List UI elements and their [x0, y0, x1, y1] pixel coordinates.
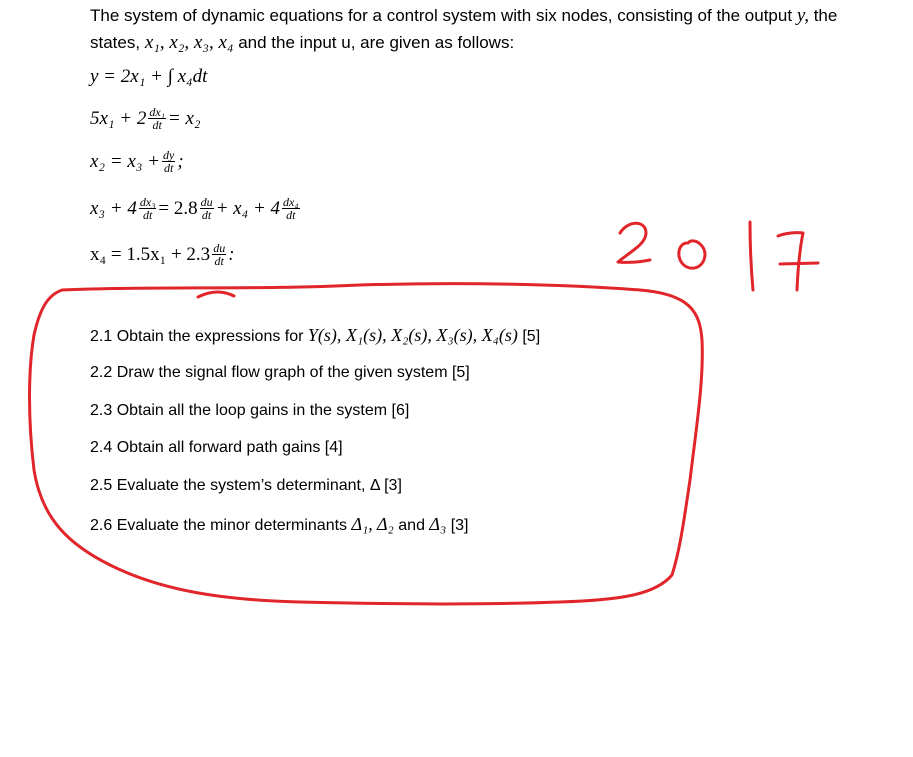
intro-state-vars: x₁, x₂, x₃, x₄ [144, 32, 234, 53]
intro-output-var: y, [796, 5, 809, 26]
question-2-1-text: 2.1 Obtain the expressions for [90, 328, 304, 345]
handwritten-digit-2 [618, 223, 650, 262]
equation-4-frac1-den: dt [142, 208, 153, 222]
equation-5-frac-num: du [213, 241, 226, 255]
equation-4-frac1-num: dx₃ [139, 195, 156, 209]
equation-2-rhs: = x₂ [167, 107, 201, 129]
intro-line1-text: The system of dynamic equations for a control system with six nodes, consisting of the output [90, 6, 793, 25]
equation-4-part-b: = 2.8 [158, 197, 198, 219]
question-2-6-marks: [3] [450, 517, 469, 534]
equation-3-frac-den: dt [163, 161, 174, 175]
equation-2-lhs: 5x₁ + 2 [90, 107, 147, 129]
question-2-6-math: Δ₁, Δ₂ [351, 514, 394, 534]
equation-5-frac-den: dt [214, 254, 224, 268]
question-2-5-text: 2.5 Evaluate the system’s determinant, Δ [3] [90, 477, 402, 494]
handwritten-year-2017 [618, 222, 818, 290]
intro-line2-end: and the input u, are given as follows: [238, 33, 515, 52]
equation-3-end: ; [177, 150, 184, 172]
equation-4-part-a: x₃ + 4 [90, 197, 137, 219]
equation-4-frac3-num: dx₄ [283, 195, 299, 209]
question-2-1-math: Y(s), X₁(s), X₂(s), X₃(s), X₄(s) [307, 325, 518, 345]
equation-3-frac-num: dy [162, 148, 175, 162]
enclosing-loop [30, 284, 703, 604]
question-2-4-text: 2.4 Obtain all forward path gains [4] [90, 439, 343, 456]
question-2-3-text: 2.3 Obtain all the loop gains in the system [6] [90, 402, 410, 419]
equation-5-end: : [228, 243, 235, 265]
handwritten-digit-0 [679, 241, 705, 268]
intro-line1-end: the [813, 6, 838, 25]
underline-stroke [198, 292, 234, 297]
handwritten-digit-1 [750, 222, 753, 290]
equation-4-part-c: + x₄ + 4 [215, 197, 281, 219]
equation-3-lhs: x₂ = x₃ + [90, 150, 160, 172]
equation-4-frac3-den: dt [286, 208, 296, 222]
question-2-6-and: and [398, 517, 425, 534]
equation-5-lhs: x₄ = 1.5x₁ + 2.3 [90, 243, 211, 265]
question-2-6-math2: Δ₃ [429, 514, 447, 534]
handwritten-digit-7 [778, 233, 818, 290]
equation-2-frac-den: dt [152, 118, 162, 132]
equation-1-text: y = 2x₁ + ∫ x₄dt [90, 66, 208, 87]
equation-4-frac2-den: dt [201, 208, 212, 222]
equation-2-frac-num: dx₁ [149, 105, 165, 119]
intro-line2-text: states, [90, 33, 141, 52]
equation-4-frac2-num: du [200, 195, 213, 209]
question-2-2-text: 2.2 Draw the signal flow graph of the given system [5] [90, 364, 470, 381]
question-2-1-marks: [5] [522, 328, 541, 345]
question-2-6-text: 2.6 Evaluate the minor determinants [90, 517, 348, 534]
